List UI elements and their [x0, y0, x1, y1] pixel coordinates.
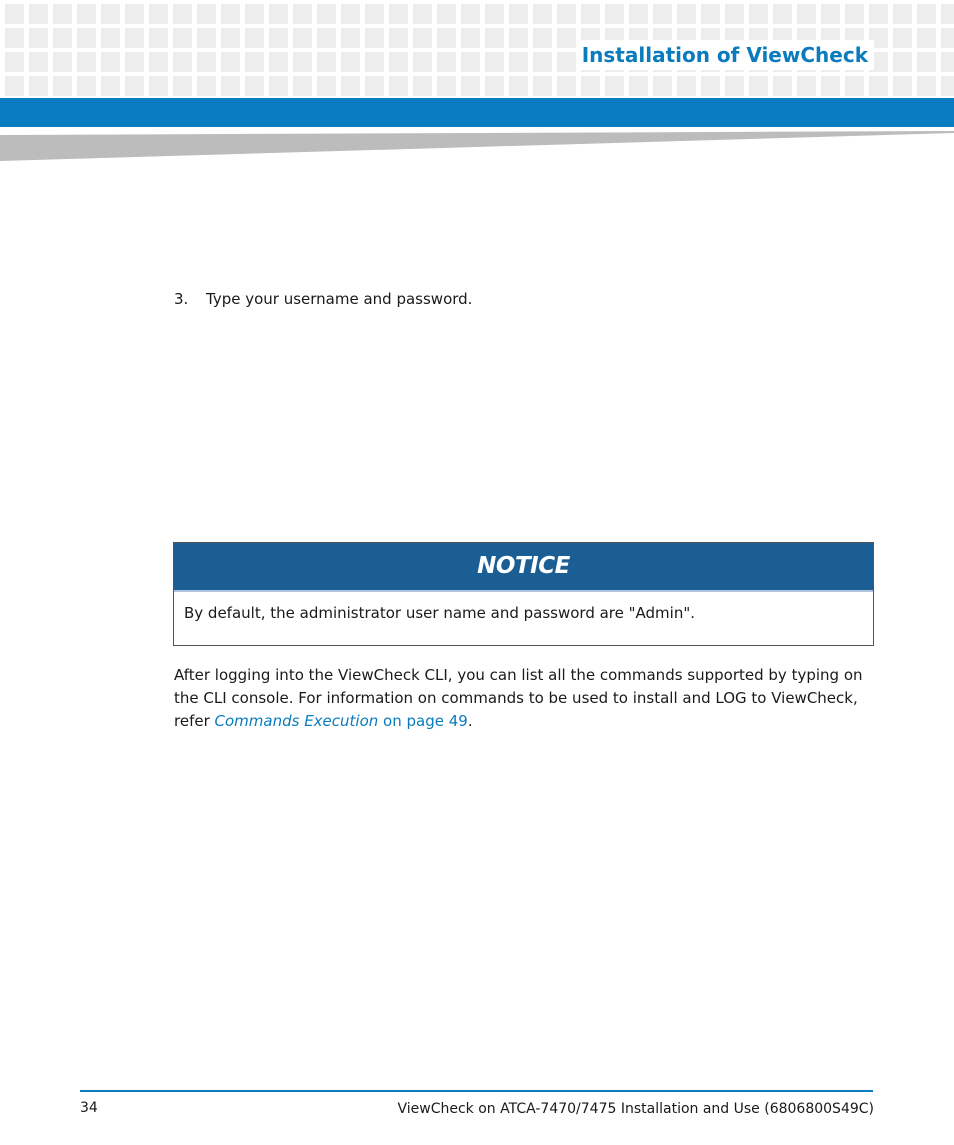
notice-heading: NOTICE	[174, 543, 873, 592]
page-reference-link[interactable]: on page 49	[378, 712, 468, 730]
footer-doc-title: ViewCheck on ATCA-7470/7475 Installation and Use (6806800S49C)	[397, 1101, 874, 1117]
section-title: Installation of ViewCheck	[576, 40, 874, 70]
notice-box	[173, 542, 874, 646]
header-blue-band	[0, 98, 954, 127]
paragraph-end: .	[467, 712, 473, 730]
paragraph-text: After logging into the ViewCheck CLI, you can list all the commands supported by typing on the CLI console. For information on commands to be used to install and LOG to ViewCheck, refer	[174, 666, 863, 730]
step-number: 3.	[174, 290, 189, 308]
commands-execution-link[interactable]: Commands Execution	[214, 712, 379, 730]
page-number: 34	[80, 1100, 98, 1116]
step-item	[174, 288, 472, 310]
notice-body: By default, the administrator user name and password are "Admin".	[184, 604, 696, 622]
step-text: Type your username and password.	[206, 290, 473, 308]
footer-rule	[80, 1090, 873, 1092]
body-paragraph	[174, 664, 879, 733]
header-gray-swoosh	[0, 127, 954, 163]
